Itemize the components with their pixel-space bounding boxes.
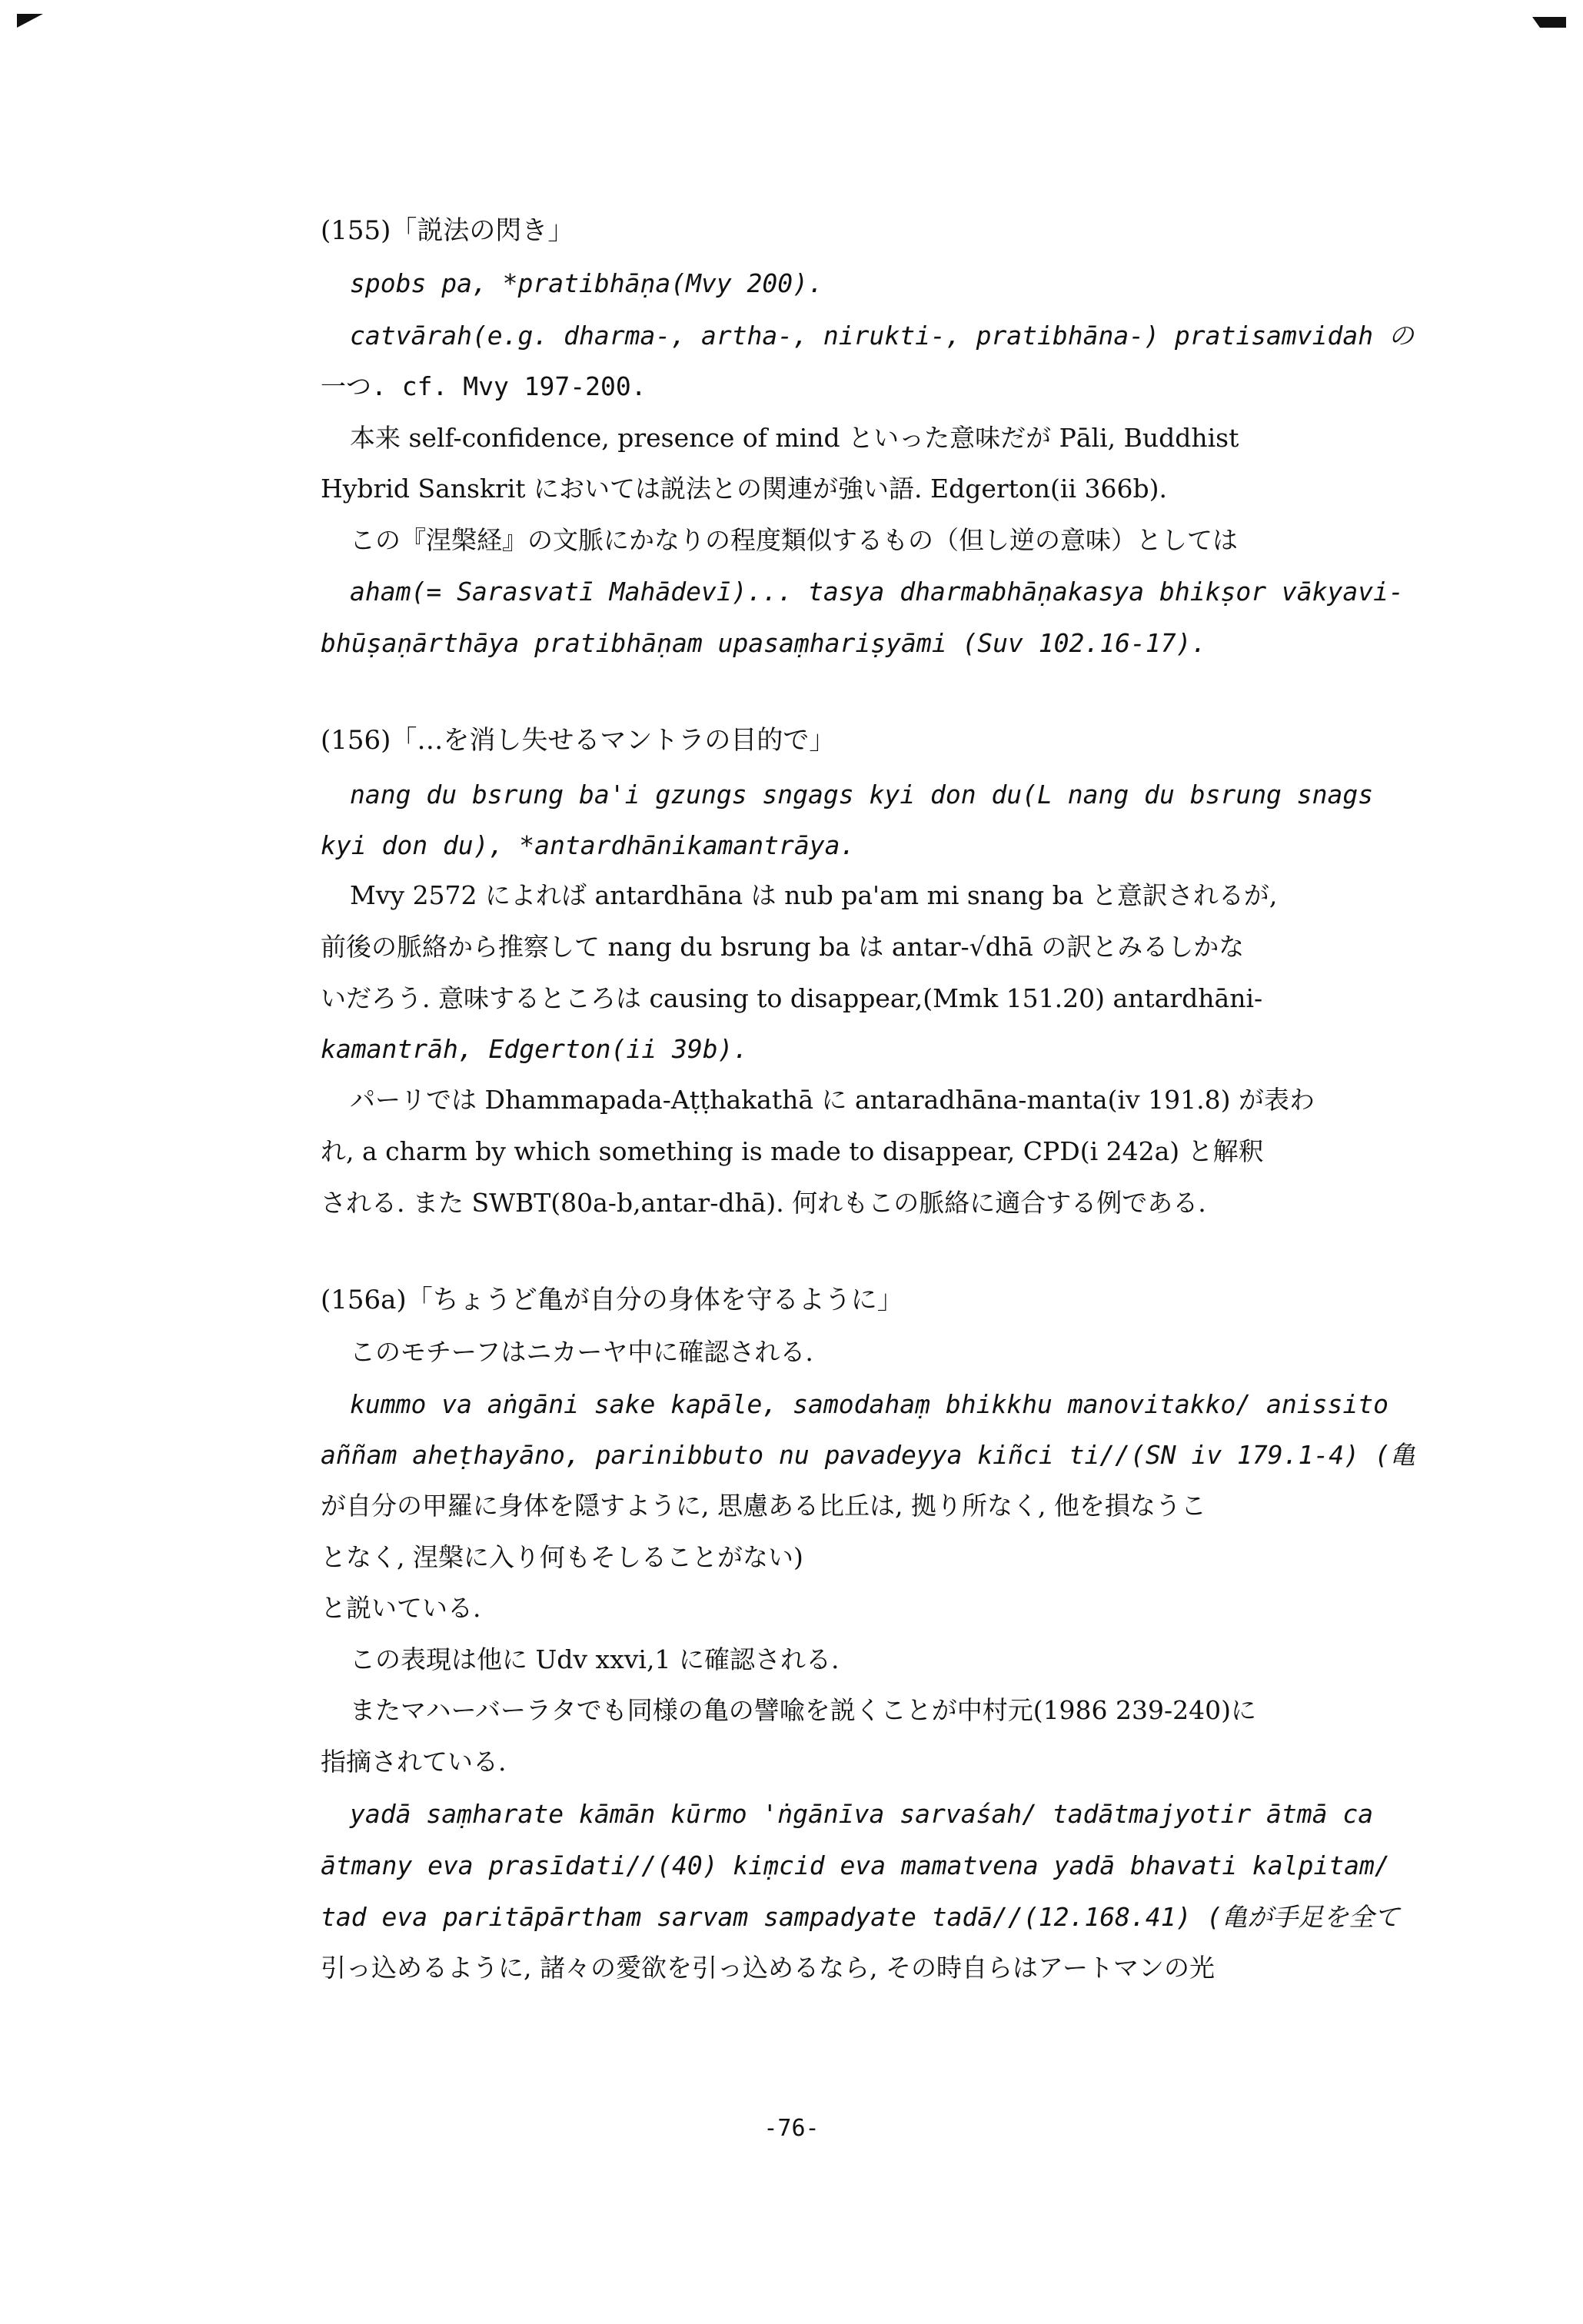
text-line: この『涅槃経』の文脈にかなりの程度類似するもの（但し逆の意味）としては [350,525,1238,555]
text-line: いだろう. 意味するところは causing to disappear,(Mmk 151.20) antardhāni- [321,983,1263,1013]
text-line: またマハーバーラタでも同様の亀の譬喩を説くことが中村元(1986 239-240)に [350,1695,1257,1725]
text-line: 指摘されている. [321,1747,507,1777]
text-line: パーリでは Dhammapada-Aṭṭhakathā に antaradhāna-manta(iv 191.8) が表わ [350,1085,1315,1115]
page-number: -76- [763,2115,820,2142]
text-line: 一つ. cf. Mvy 197-200. [321,371,647,401]
text-line: aññam aheṭhayāno, parinibbuto nu pavadeyya kiñci ti//(SN iv 179.1-4) (亀 [321,1440,1415,1470]
corner-mark-left [17,14,43,28]
text-line: と説いている. [321,1593,481,1623]
text-line: aham(= Sarasvatī Mahādevī)... tasya dharmabhāṇakasya bhikṣor vākyavi- [350,577,1404,607]
text-line: nang du bsrung ba'i gzungs sngags kyi don du(L nang du bsrung snags [350,780,1374,810]
text-line: 前後の脈絡から推察して nang du bsrung ba は antar-√dhā の訳とみるしかな [321,932,1245,962]
text-line: kyi don du), *antardhānikamantrāya. [321,830,856,860]
text-line: される. また SWBT(80a-b,antar-dhā). 何れもこの脈絡に適合する例である. [321,1188,1206,1218]
text-line: れ, a charm by which something is made to disappear, CPD(i 242a) と解釈 [321,1136,1264,1166]
text-line: となく, 涅槃に入り何もそしることがない) [321,1542,803,1572]
text-line: Hybrid Sanskrit においては説法との関連が強い語. Edgerton(ii 366b). [321,474,1167,504]
note-heading-156a: (156a)「ちょうど亀が自分の身体を守るように」 [321,1285,903,1315]
text-line: kummo va aṅgāni sake kapāle, samodahaṃ bhikkhu manovitakko/ anissito [350,1389,1389,1419]
note-heading-156: (156)「…を消し失せるマントラの目的で」 [321,725,836,756]
note-heading-155: (155)「説法の閃き」 [321,215,574,246]
text-line: catvārah(e.g. dharma-, artha-, nirukti-, pratibhāna-) pratisamvidah の [350,321,1415,351]
text-line: この表現は他に Udv xxvi,1 に確認される. [350,1644,840,1674]
text-line: bhūṣaṇārthāya pratibhāṇam upasaṃhariṣyāmi (Suv 102.16-17). [321,628,1207,658]
corner-mark-right [1532,17,1566,28]
text-line: yadā saṃharate kāmān kūrmo 'ṅgānīva sarvaśah/ tadātmajyotir ātmā ca [350,1799,1374,1829]
text-line: 本来 self-confidence, presence of mind といった意味だが Pāli, Buddhist [350,423,1239,453]
text-line: spobs pa, *pratibhāṇa(Mvy 200). [350,268,823,298]
text-line: 引っ込めるように, 諸々の愛欲を引っ込めるなら, その時自らはアートマンの光 [321,1953,1215,1983]
text-line: ātmany eva prasīdati//(40) kiṃcid eva mamatvena yadā bhavati kalpitam/ [321,1850,1390,1880]
text-line: tad eva paritāpārtham sarvam sampadyate tadā//(12.168.41) (亀が手足を全て [321,1902,1400,1932]
text-line: このモチーフはニカーヤ中に確認される. [350,1337,813,1367]
text-line: が自分の甲羅に身体を隠すように, 思慮ある比丘は, 拠り所なく, 他を損なうこ [321,1491,1206,1521]
text-line: Mvy 2572 によれば antardhāna は nub pa'am mi snang ba と意訳されるが, [350,880,1278,910]
text-line: kamantrāh, Edgerton(ii 39b). [321,1034,749,1064]
